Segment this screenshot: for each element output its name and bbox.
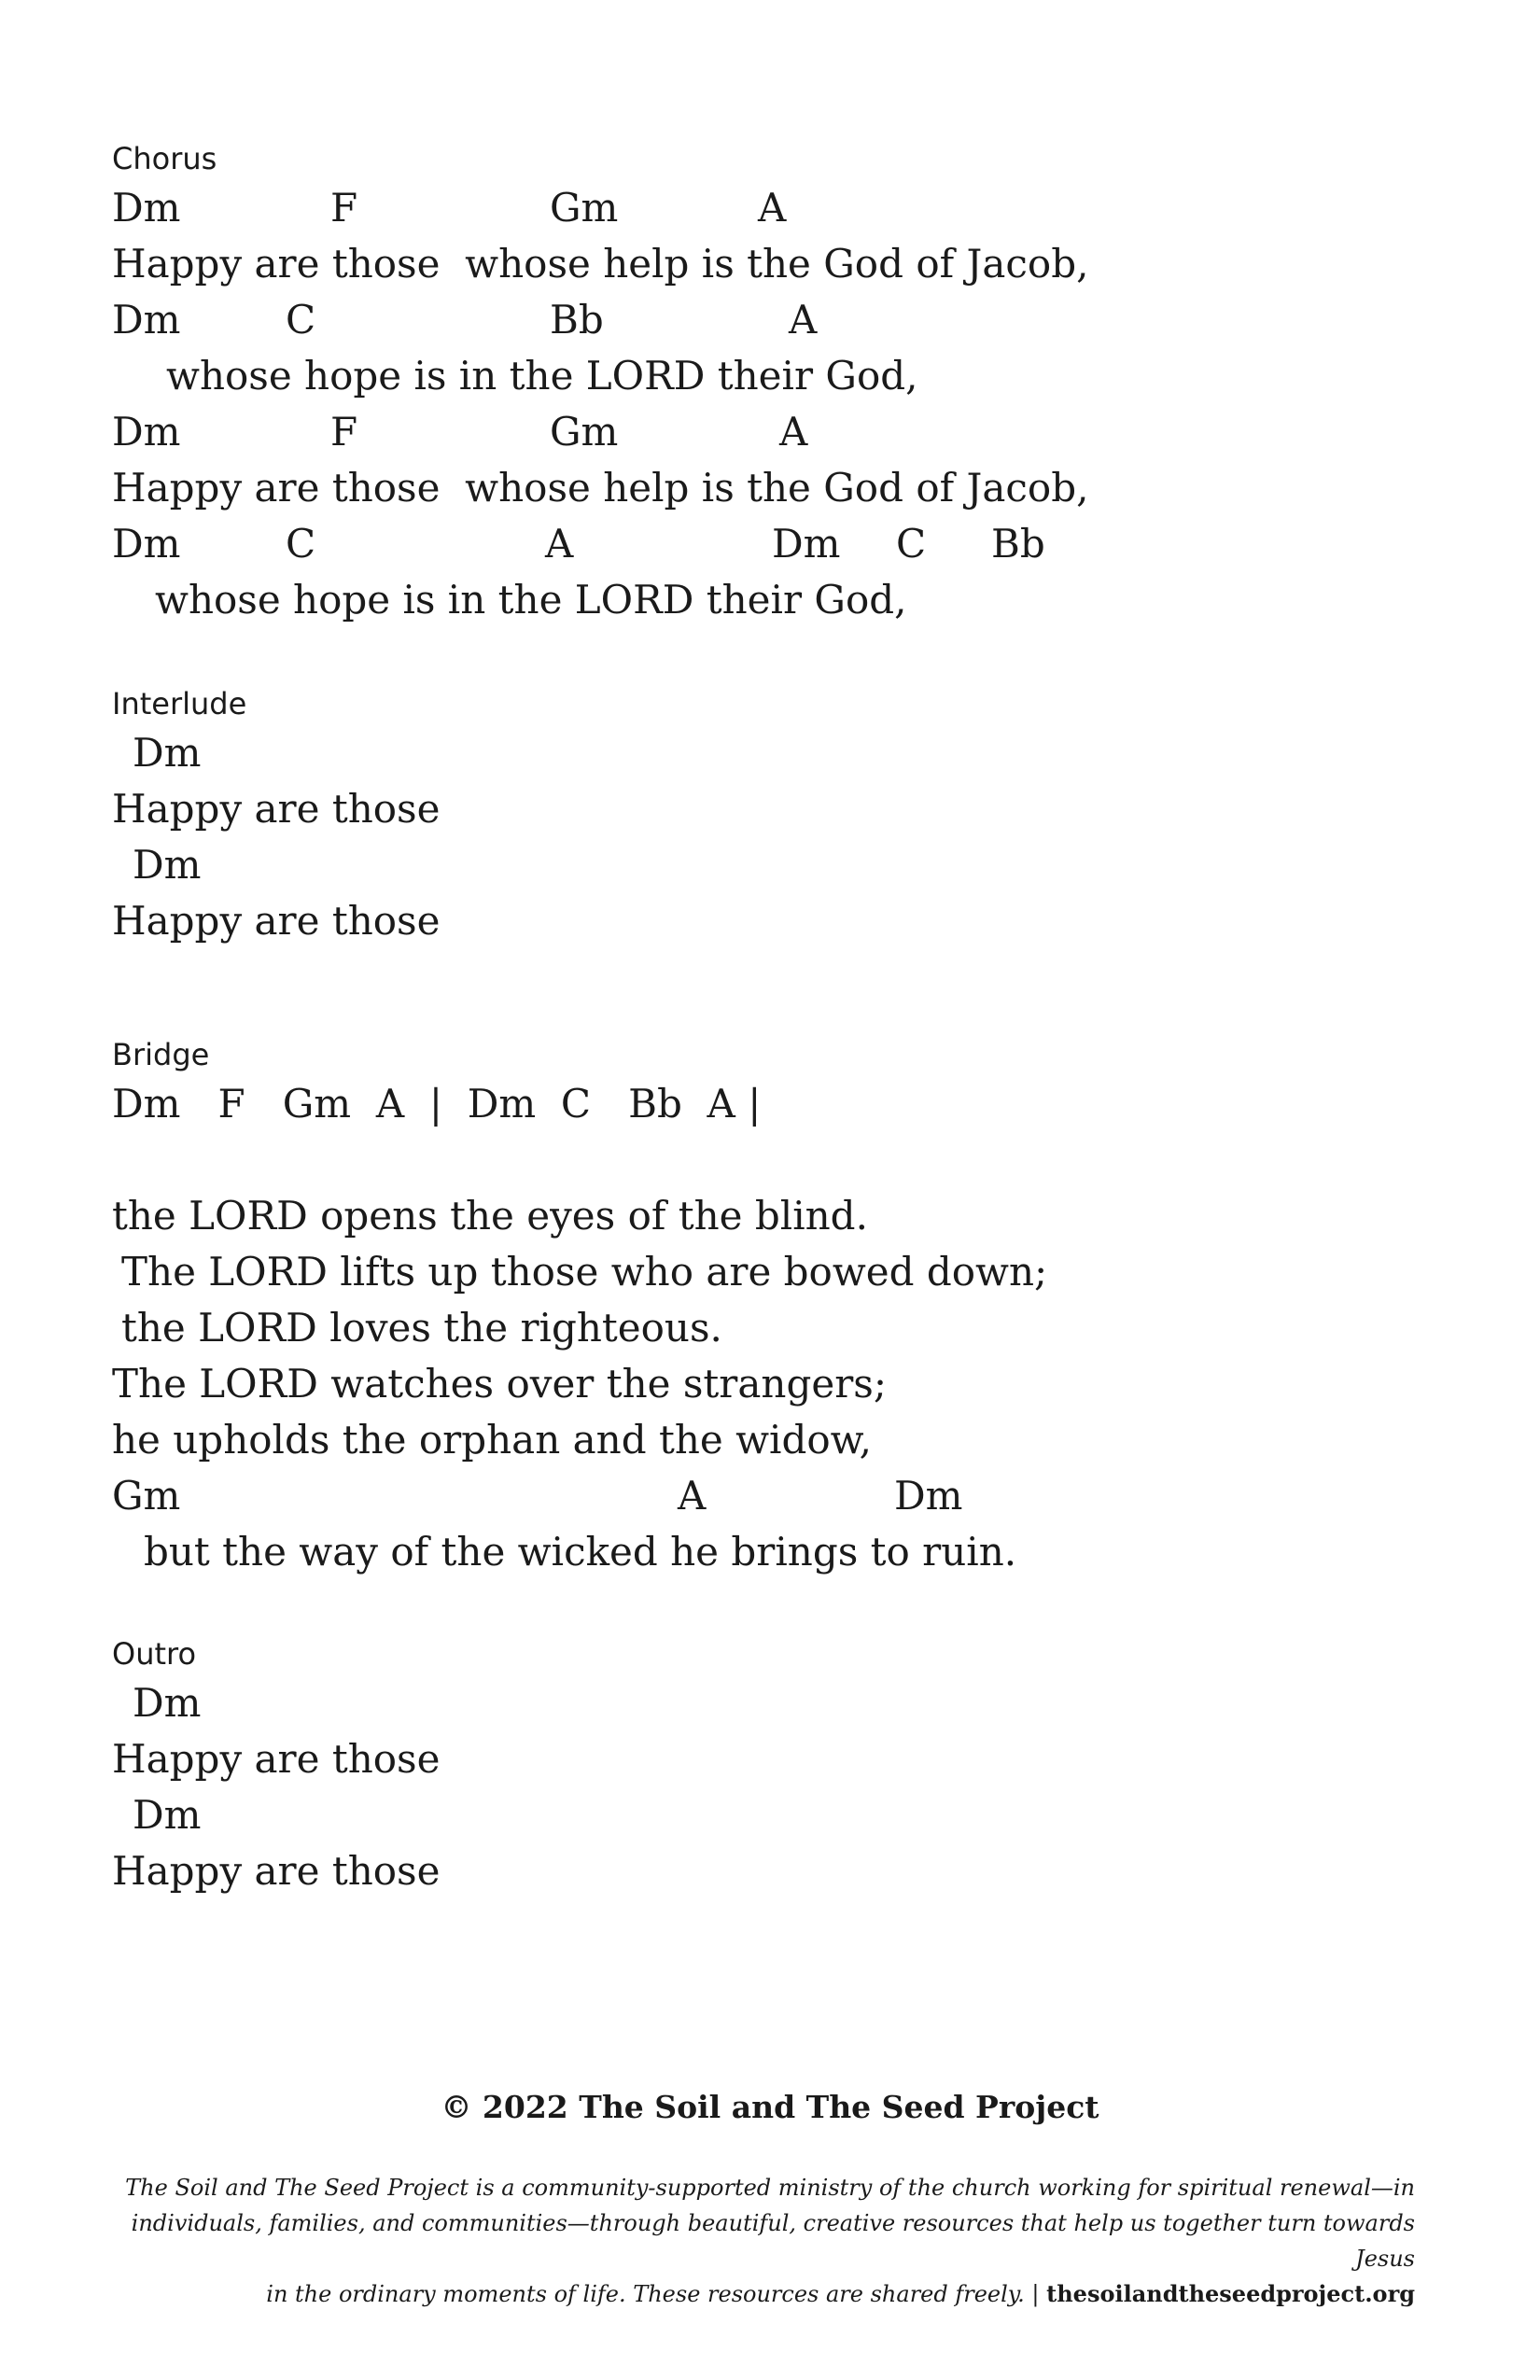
- chord: Dm: [133, 842, 202, 888]
- description-line-last: [90, 2276, 1415, 2312]
- lyric-line: whose hope is in the LORD their God,: [166, 353, 918, 399]
- chord: Dm: [112, 185, 181, 231]
- chord: Dm: [112, 297, 181, 343]
- chord: Dm: [133, 1680, 202, 1726]
- chord: A: [789, 297, 818, 343]
- ministry-description: [90, 2170, 1415, 2312]
- chord: C: [896, 521, 927, 567]
- section-label-interlude: Interlude: [112, 686, 247, 721]
- chord: F: [330, 409, 358, 455]
- section-label-chorus: Chorus: [112, 141, 217, 176]
- lyric-line: Happy are those: [112, 786, 441, 832]
- lyric-line: he upholds the orphan and the widow,: [112, 1417, 872, 1463]
- lyric-line: Happy are those: [112, 1736, 441, 1782]
- lyric-line: Happy are those whose help is the God of Jacob,: [112, 465, 1089, 511]
- chord: Dm: [112, 521, 181, 567]
- lyric-line: Happy are those: [112, 1848, 441, 1894]
- separator: |: [1024, 2281, 1047, 2307]
- lyric-line: whose hope is in the LORD their God,: [155, 577, 907, 623]
- lyric-line: the LORD opens the eyes of the blind.: [112, 1193, 868, 1239]
- lyric-line: The LORD lifts up those who are bowed down;: [121, 1249, 1048, 1295]
- chord: Dm: [894, 1473, 963, 1519]
- lyric-line: the LORD loves the righteous.: [121, 1305, 722, 1351]
- description-line: The Soil and The Seed Project is a community-supported ministry of the church working for spiritual renewal—in: [125, 2175, 1415, 2201]
- chord: A: [545, 521, 574, 567]
- chord-progression: Dm F Gm A | Dm C Bb A |: [112, 1081, 762, 1127]
- chord: A: [779, 409, 808, 455]
- chord: Gm: [112, 1473, 181, 1519]
- description-line: individuals, families, and communities—through beautiful, creative resources that help us together turn towards Jesus: [131, 2210, 1415, 2272]
- chord: A: [678, 1473, 707, 1519]
- chord: A: [758, 185, 787, 231]
- chord: C: [286, 521, 316, 567]
- description-text: in the ordinary moments of life. These resources are shared freely.: [266, 2281, 1025, 2307]
- section-label-outro: Outro: [112, 1636, 197, 1672]
- chord: Dm: [133, 730, 202, 776]
- chord: Bb: [550, 297, 604, 343]
- chord: Dm: [772, 521, 841, 567]
- copyright-notice: © 2022 The Soil and The Seed Project: [441, 2089, 1099, 2125]
- chord: Gm: [550, 185, 619, 231]
- chord: Bb: [991, 521, 1045, 567]
- chord: Dm: [112, 409, 181, 455]
- lyric-line: Happy are those whose help is the God of Jacob,: [112, 241, 1089, 287]
- website-link[interactable]: thesoilandtheseedproject.org: [1046, 2280, 1415, 2307]
- lyric-line: The LORD watches over the strangers;: [112, 1361, 887, 1407]
- lyric-line: Happy are those: [112, 898, 441, 944]
- chord: F: [330, 185, 358, 231]
- section-label-bridge: Bridge: [112, 1037, 210, 1072]
- lyric-line: but the way of the wicked he brings to ruin.: [144, 1529, 1017, 1575]
- chord: Dm: [133, 1792, 202, 1838]
- chord: Gm: [550, 409, 619, 455]
- chord: C: [286, 297, 316, 343]
